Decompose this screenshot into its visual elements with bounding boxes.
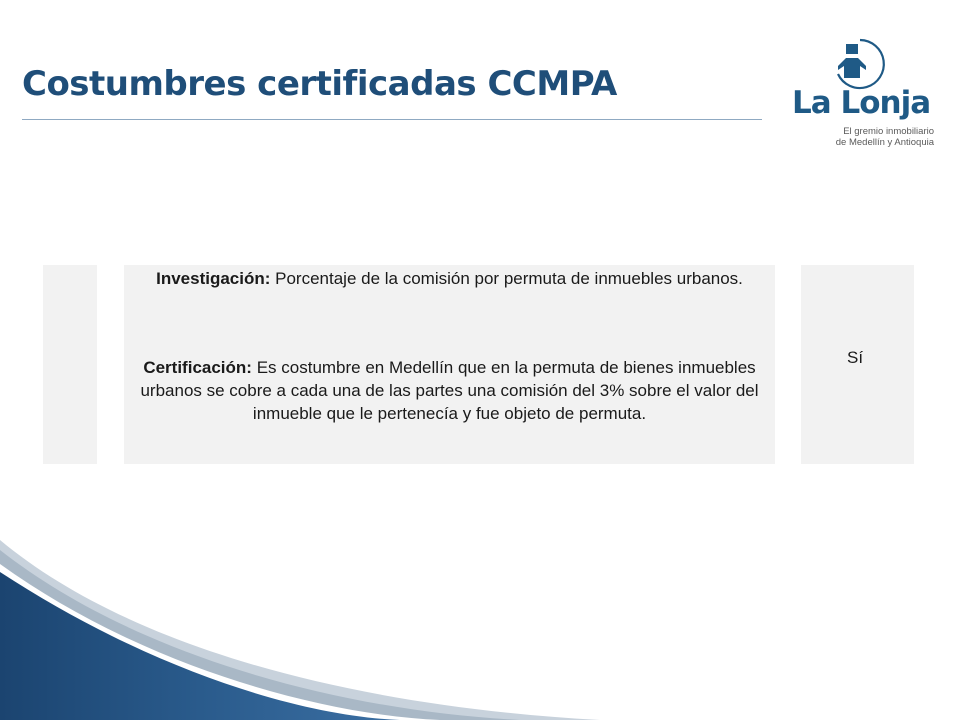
logo-tagline [794,126,934,148]
certification-text: Es costumbre en Medellín que en la permuta de bienes inmuebles urbanos se cobre a cada una de las partes una comisión del 3% sobre el valor del inmueble que le pertenecía y fue objeto de permuta. [140,358,759,423]
certification-paragraph [128,356,771,425]
investigation-text: Porcentaje de la comisión por permuta de inmuebles urbanos. [275,269,743,288]
logo-tagline-line1: El gremio inmobiliario [843,126,934,137]
la-lonja-logo [790,36,940,151]
title-underline [22,119,762,120]
answer-value: Sí [847,348,864,367]
decorative-swoosh [0,520,960,720]
certification-label: Certificación: [143,358,252,377]
logo-emblem-icon [830,36,886,92]
logo-wordmark: La Lonja [792,85,931,121]
investigation-label: Investigación: [156,269,271,288]
logo-tagline-line2: de Medellín y Antioquia [835,137,934,148]
slide-title: Costumbres certificadas CCMPA [22,64,617,104]
investigation-paragraph [128,267,771,290]
year-cell [43,265,97,464]
